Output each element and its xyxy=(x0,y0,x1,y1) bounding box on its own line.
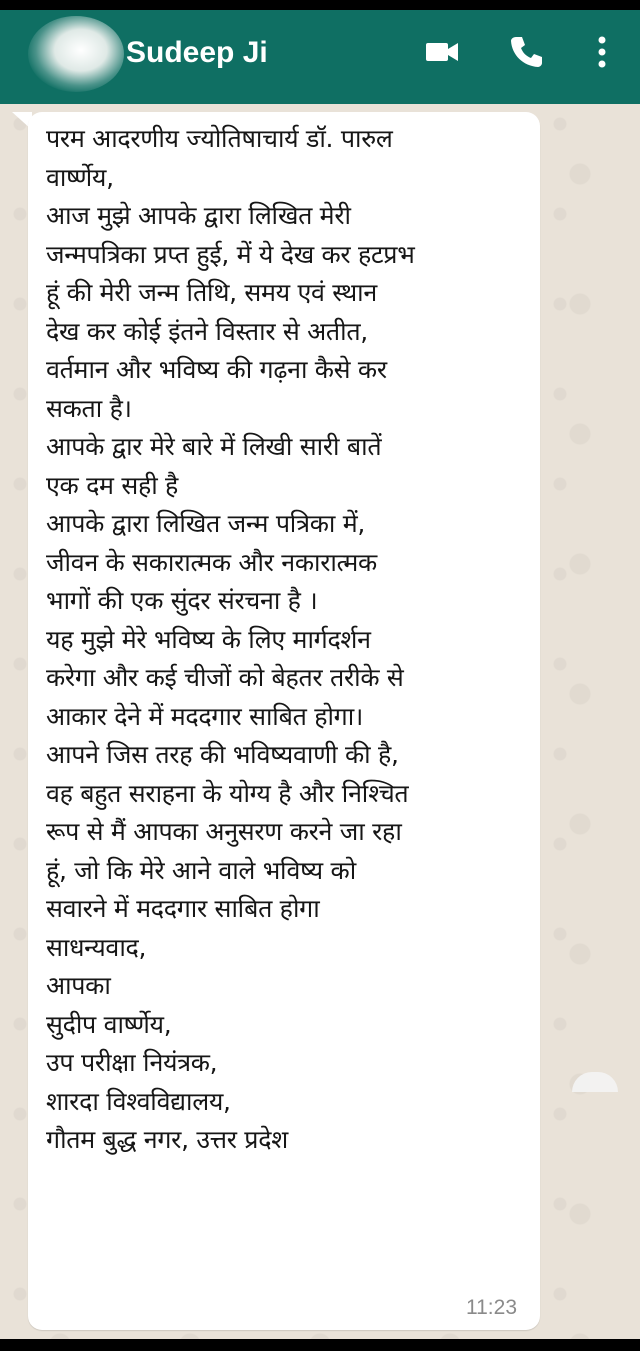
message-line: सुदीप वार्ष्णेय, xyxy=(46,1009,172,1039)
message-line: देख कर कोई इंतने विस्तार से अतीत, xyxy=(46,316,368,346)
message-line: रूप से मैं आपका अनुसरण करने जा रहा xyxy=(46,817,402,846)
status-bar xyxy=(0,0,640,10)
message-line: आपके द्वारा लिखित जन्म पत्रिका में, xyxy=(46,509,366,538)
message-line: सवारने में मददगार साबित होगा xyxy=(46,894,320,923)
message-line: जन्मपत्रिका प्रप्त हुई, में ये देख कर हटप्रभ xyxy=(46,239,415,269)
message-line: हूं, जो कि मेरे आने वाले भविष्य को xyxy=(46,855,356,885)
message-line: हूं की मेरी जन्म तिथि, समय एवं स्थान xyxy=(46,278,377,307)
message-line: यह मुझे मेरे भविष्य के लिए मार्गदर्शन xyxy=(46,624,371,654)
message-line: वह बहुत सराहना के योग्य है और निश्चित xyxy=(46,778,409,808)
message-line: उप परीक्षा नियंत्रक, xyxy=(46,1048,218,1077)
message-line: आकार देने में मददगार साबित होगा। xyxy=(46,701,364,731)
navigation-bar xyxy=(0,1339,640,1351)
message-line: एक दम सही है xyxy=(46,470,179,500)
message-line: आपके द्वार मेरे बारे में लिखी सारी बातें xyxy=(46,432,382,461)
message-line: आपने जिस तरह की भविष्यवाणी की है, xyxy=(46,740,399,769)
more-options-icon[interactable] xyxy=(578,28,626,76)
message-line: वर्तमान और भविष्य की गढ़ना कैसे कर xyxy=(46,355,387,384)
contact-name[interactable]: Sudeep Ji xyxy=(126,36,268,69)
message-line: शारदा विश्वविद्यालय, xyxy=(46,1086,231,1116)
voice-call-icon[interactable] xyxy=(502,28,550,76)
message-text xyxy=(46,120,530,1160)
video-call-icon[interactable] xyxy=(418,28,466,76)
message-line: साधन्यवाद, xyxy=(46,932,147,962)
message-line: भागों की एक सुंदर संरचना है । xyxy=(46,586,318,615)
message-line: करेगा और कई चीजों को बेहतर तरीके से xyxy=(46,663,404,692)
message-line: जीवन के सकारात्मक और नकारात्मक xyxy=(46,547,377,577)
message-timestamp: 11:23 xyxy=(466,1296,517,1319)
message-line: वार्ष्णेय, xyxy=(46,162,114,192)
avatar[interactable] xyxy=(28,16,124,92)
message-line: सकता है। xyxy=(46,393,132,423)
message-line: परम आदरणीय ज्योतिषाचार्य डॉ. पारुल xyxy=(46,124,393,153)
message-line: आज मुझे आपके द्वारा लिखित मेरी xyxy=(46,201,351,230)
message-line: आपका xyxy=(46,971,111,1000)
chat-header xyxy=(0,0,640,104)
message-line: गौतम बुद्ध नगर, उत्तर प्रदेश xyxy=(46,1125,288,1154)
